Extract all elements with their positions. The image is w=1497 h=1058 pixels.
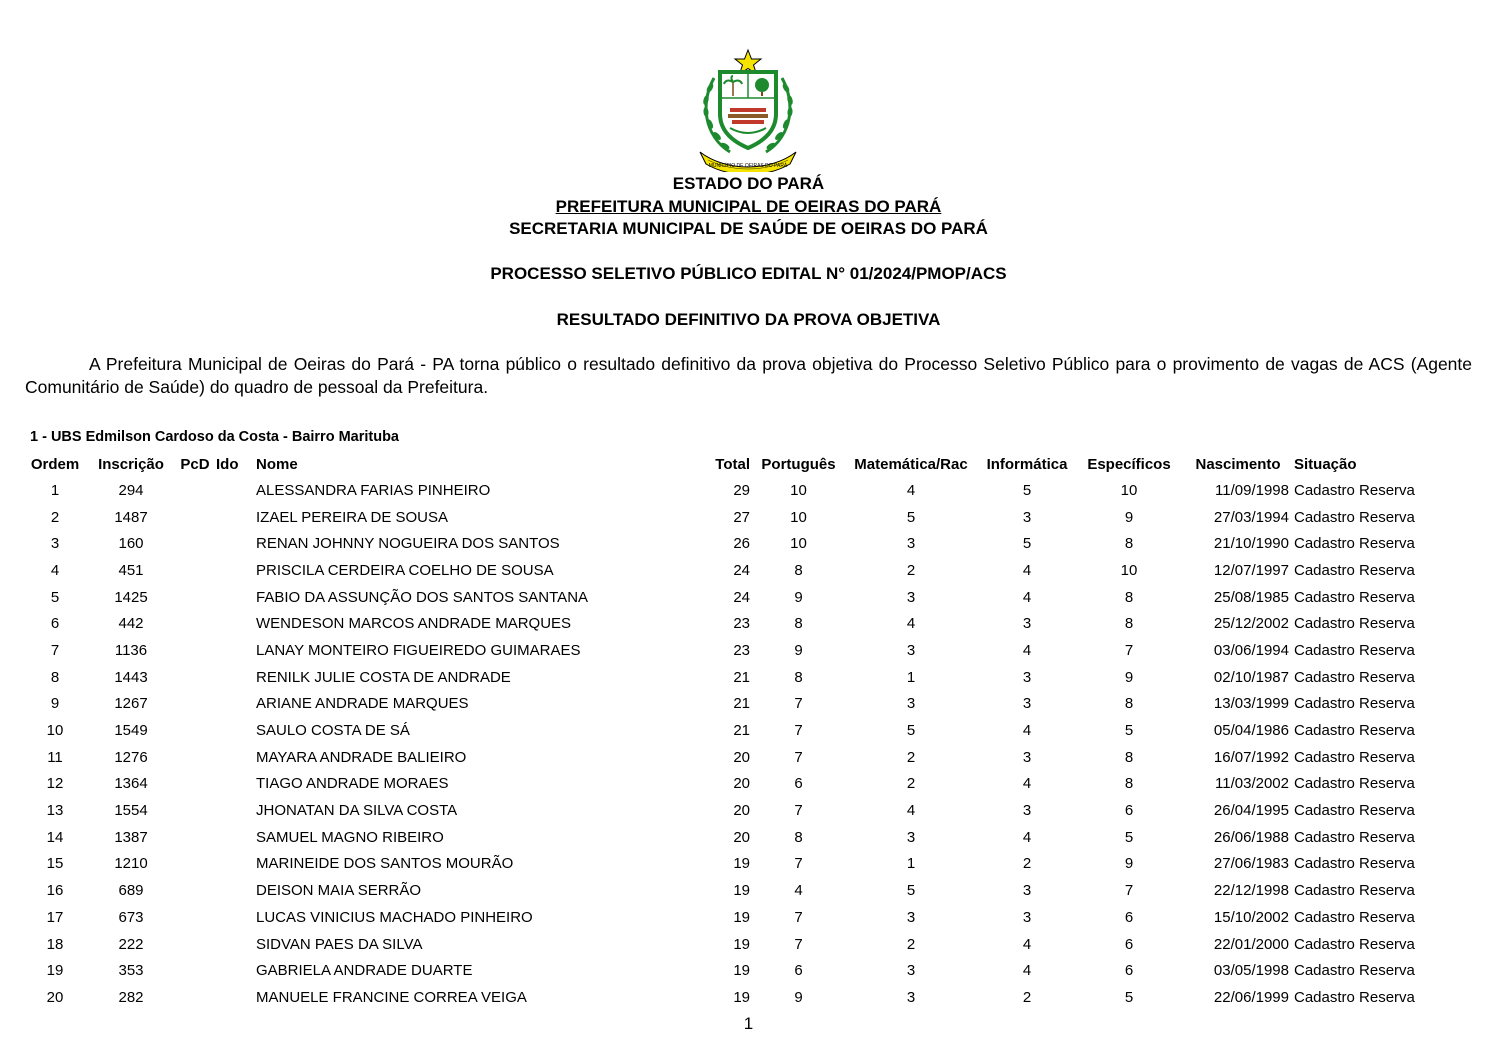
- cell-inscricao: 1487: [114, 508, 148, 526]
- cell-ordem: 2: [50, 508, 60, 526]
- cell-ordem: 16: [46, 882, 64, 900]
- cell-especificos: 8: [1124, 748, 1134, 766]
- cell-ordem: 4: [50, 561, 60, 579]
- cell-pcd: [174, 637, 216, 664]
- cell-total: 24: [733, 588, 750, 606]
- cell-portugues: 7: [794, 935, 803, 953]
- cell-matematica: 5: [906, 508, 916, 526]
- cell-total: 19: [733, 935, 750, 953]
- cell-inscricao: 294: [118, 481, 144, 499]
- cell-informatica: 3: [1022, 695, 1032, 713]
- cell-matematica: 3: [906, 962, 916, 980]
- table-row: [22, 851, 1459, 878]
- page-number: 1: [743, 1014, 754, 1033]
- cell-situacao: Cadastro Reserva: [1294, 481, 1415, 499]
- results-table-body: [22, 477, 1459, 1011]
- cell-nome: SIDVAN PAES DA SILVA: [256, 935, 423, 953]
- cell-nascimento: 02/10/1987: [1213, 668, 1289, 686]
- cell-ordem: 1: [50, 481, 60, 499]
- cell-pcd: [174, 957, 216, 984]
- cell-especificos: 10: [1120, 561, 1138, 579]
- cell-ordem: 6: [50, 615, 60, 633]
- cell-portugues: 7: [794, 855, 803, 873]
- cell-informatica: 3: [1022, 615, 1032, 633]
- cell-ordem: 19: [46, 962, 64, 980]
- cell-total: 21: [733, 695, 750, 713]
- cell-matematica: 2: [906, 748, 916, 766]
- cell-inscricao: 1364: [114, 775, 148, 793]
- cell-informatica: 4: [1022, 775, 1032, 793]
- table-row: [22, 691, 1459, 718]
- cell-total: 19: [733, 962, 750, 980]
- table-row: [22, 984, 1459, 1011]
- cell-ido: [216, 824, 256, 851]
- table-row: [22, 824, 1459, 851]
- cell-ordem: 14: [46, 828, 64, 846]
- cell-situacao: Cadastro Reserva: [1294, 748, 1415, 766]
- cell-portugues: 6: [794, 962, 803, 980]
- table-row: [22, 904, 1459, 931]
- cell-especificos: 7: [1124, 882, 1134, 900]
- cell-pcd: [174, 504, 216, 531]
- cell-ordem: 3: [50, 535, 60, 553]
- cell-inscricao: 1276: [114, 748, 148, 766]
- cell-nascimento: 26/06/1988: [1213, 828, 1289, 846]
- cell-total: 19: [733, 908, 750, 926]
- cell-pcd: [174, 584, 216, 611]
- table-row: [22, 477, 1459, 504]
- cell-matematica: 3: [906, 641, 916, 659]
- cell-situacao: Cadastro Reserva: [1294, 988, 1415, 1006]
- cell-total: 20: [733, 748, 750, 766]
- table-row: [22, 530, 1459, 557]
- cell-nome: IZAEL PEREIRA DE SOUSA: [256, 508, 449, 526]
- cell-ordem: 12: [46, 775, 64, 793]
- cell-pcd: [174, 530, 216, 557]
- cell-nascimento: 12/07/1997: [1213, 561, 1289, 579]
- cell-informatica: 4: [1022, 935, 1032, 953]
- column-header-ido: Ido: [216, 455, 239, 473]
- cell-inscricao: 673: [118, 908, 144, 926]
- cell-situacao: Cadastro Reserva: [1294, 775, 1415, 793]
- cell-nascimento: 26/04/1995: [1213, 802, 1289, 820]
- cell-ido: [216, 797, 256, 824]
- cell-matematica: 3: [906, 828, 916, 846]
- cell-informatica: 4: [1022, 588, 1032, 606]
- cell-ido: [216, 771, 256, 798]
- cell-nascimento: 05/04/1986: [1213, 722, 1289, 740]
- cell-informatica: 3: [1022, 668, 1032, 686]
- table-row: [22, 771, 1459, 798]
- table-row: [22, 664, 1459, 691]
- cell-ordem: 5: [50, 588, 60, 606]
- cell-nome: ALESSANDRA FARIAS PINHEIRO: [256, 481, 491, 499]
- cell-especificos: 8: [1124, 695, 1134, 713]
- column-header-inscricao: Inscrição: [98, 455, 164, 473]
- cell-pcd: [174, 610, 216, 637]
- cell-nome: JHONATAN DA SILVA COSTA: [256, 802, 458, 820]
- cell-total: 20: [733, 802, 750, 820]
- cell-nome: MANUELE FRANCINE CORREA VEIGA: [256, 988, 527, 1006]
- cell-portugues: 10: [790, 535, 807, 553]
- column-header-nascimento: Nascimento: [1195, 455, 1281, 473]
- cell-portugues: 7: [794, 802, 803, 820]
- cell-inscricao: 1267: [114, 695, 148, 713]
- cell-nascimento: 03/06/1994: [1213, 641, 1289, 659]
- cell-total: 24: [733, 561, 750, 579]
- cell-ido: [216, 984, 256, 1011]
- cell-pcd: [174, 717, 216, 744]
- cell-ido: [216, 931, 256, 958]
- cell-ordem: 9: [50, 695, 60, 713]
- cell-ido: [216, 877, 256, 904]
- cell-informatica: 4: [1022, 722, 1032, 740]
- cell-ordem: 13: [46, 802, 64, 820]
- cell-informatica: 4: [1022, 641, 1032, 659]
- section-title: 1 - UBS Edmilson Cardoso da Costa - Bairro Marituba: [30, 429, 399, 445]
- cell-ordem: 8: [50, 668, 60, 686]
- cell-ido: [216, 584, 256, 611]
- cell-nome: PRISCILA CERDEIRA COELHO DE SOUSA: [256, 561, 554, 579]
- cell-portugues: 8: [794, 828, 803, 846]
- cell-especificos: 5: [1124, 828, 1134, 846]
- cell-nascimento: 21/10/1990: [1213, 535, 1289, 553]
- cell-inscricao: 1136: [114, 641, 148, 659]
- cell-matematica: 3: [906, 535, 916, 553]
- cell-portugues: 8: [794, 615, 803, 633]
- cell-situacao: Cadastro Reserva: [1294, 668, 1415, 686]
- cell-nome: RENAN JOHNNY NOGUEIRA DOS SANTOS: [256, 535, 560, 553]
- cell-informatica: 4: [1022, 561, 1032, 579]
- cell-nome: RENILK JULIE COSTA DE ANDRADE: [256, 668, 511, 686]
- cell-matematica: 2: [906, 561, 916, 579]
- cell-informatica: 4: [1022, 828, 1032, 846]
- cell-ordem: 17: [46, 908, 64, 926]
- cell-pcd: [174, 744, 216, 771]
- cell-inscricao: 222: [118, 935, 144, 953]
- column-header-nome: Nome: [256, 455, 298, 473]
- cell-nascimento: 03/05/1998: [1213, 962, 1289, 980]
- cell-informatica: 4: [1022, 962, 1032, 980]
- cell-especificos: 5: [1124, 722, 1134, 740]
- cell-situacao: Cadastro Reserva: [1294, 695, 1415, 713]
- cell-especificos: 9: [1124, 668, 1134, 686]
- cell-ido: [216, 664, 256, 691]
- table-row: [22, 717, 1459, 744]
- cell-portugues: 7: [794, 695, 803, 713]
- cell-pcd: [174, 851, 216, 878]
- cell-pcd: [174, 904, 216, 931]
- cell-ido: [216, 610, 256, 637]
- cell-informatica: 5: [1022, 481, 1032, 499]
- cell-especificos: 8: [1124, 588, 1134, 606]
- column-header-especificos: Específicos: [1087, 455, 1171, 473]
- cell-inscricao: 1443: [114, 668, 148, 686]
- cell-total: 23: [733, 641, 750, 659]
- table-row: [22, 610, 1459, 637]
- cell-pcd: [174, 691, 216, 718]
- cell-total: 19: [733, 882, 750, 900]
- cell-informatica: 3: [1022, 882, 1032, 900]
- cell-total: 21: [733, 722, 750, 740]
- column-header-informatica: Informática: [986, 455, 1068, 473]
- cell-matematica: 4: [906, 615, 916, 633]
- table-row: [22, 797, 1459, 824]
- cell-nascimento: 13/03/1999: [1213, 695, 1289, 713]
- intro-paragraph: A Prefeitura Municipal de Oeiras do Pará - PA torna público o resultado definitivo da prova objetiva do Processo Seletivo Público para o provimento de vagas de ACS (Agente Comunitário de Saúde) do quadro de pessoal da Prefeitura.: [25, 354, 1472, 397]
- cell-portugues: 6: [794, 775, 803, 793]
- cell-pcd: [174, 771, 216, 798]
- cell-especificos: 6: [1124, 908, 1134, 926]
- cell-situacao: Cadastro Reserva: [1294, 935, 1415, 953]
- cell-ordem: 11: [47, 748, 63, 766]
- cell-portugues: 8: [794, 668, 803, 686]
- cell-informatica: 2: [1022, 855, 1032, 873]
- cell-nascimento: 22/06/1999: [1213, 988, 1289, 1006]
- cell-especificos: 6: [1124, 962, 1134, 980]
- cell-nascimento: 25/12/2002: [1213, 615, 1289, 633]
- cell-situacao: Cadastro Reserva: [1294, 508, 1415, 526]
- column-header-pcd: PcD: [180, 455, 210, 473]
- coat-of-arms-logo: [686, 48, 810, 172]
- cell-matematica: 4: [906, 481, 916, 499]
- cell-matematica: 5: [906, 882, 916, 900]
- cell-inscricao: 1387: [114, 828, 148, 846]
- cell-matematica: 5: [906, 722, 916, 740]
- cell-matematica: 2: [906, 775, 916, 793]
- cell-matematica: 4: [906, 802, 916, 820]
- column-header-portugues: Português: [761, 455, 836, 473]
- cell-ordem: 20: [46, 988, 64, 1006]
- table-header-row: [22, 451, 1459, 477]
- cell-total: 21: [733, 668, 750, 686]
- cell-ido: [216, 557, 256, 584]
- cell-ordem: 10: [46, 722, 64, 740]
- cell-ido: [216, 904, 256, 931]
- cell-ordem: 15: [46, 855, 64, 873]
- table-row: [22, 504, 1459, 531]
- cell-situacao: Cadastro Reserva: [1294, 641, 1415, 659]
- cell-situacao: Cadastro Reserva: [1294, 802, 1415, 820]
- result-title: RESULTADO DEFINITIVO DA PROVA OBJETIVA: [556, 310, 941, 329]
- cell-especificos: 8: [1124, 775, 1134, 793]
- cell-total: 19: [733, 988, 750, 1006]
- cell-situacao: Cadastro Reserva: [1294, 908, 1415, 926]
- cell-portugues: 10: [790, 481, 807, 499]
- results-table: [22, 451, 1459, 1011]
- cell-ido: [216, 957, 256, 984]
- cell-inscricao: 1554: [114, 802, 148, 820]
- column-header-matematica: Matemática/Rac: [854, 455, 968, 473]
- cell-nascimento: 22/01/2000: [1213, 935, 1289, 953]
- cell-nome: DEISON MAIA SERRÃO: [256, 882, 422, 900]
- cell-informatica: 3: [1022, 748, 1032, 766]
- cell-especificos: 8: [1124, 615, 1134, 633]
- cell-inscricao: 451: [118, 561, 144, 579]
- cell-inscricao: 442: [118, 615, 144, 633]
- cell-situacao: Cadastro Reserva: [1294, 828, 1415, 846]
- cell-inscricao: 1425: [114, 588, 148, 606]
- cell-informatica: 3: [1022, 802, 1032, 820]
- cell-nome: FABIO DA ASSUNÇÃO DOS SANTOS SANTANA: [256, 588, 589, 606]
- cell-matematica: 3: [906, 988, 916, 1006]
- table-row: [22, 931, 1459, 958]
- cell-ido: [216, 717, 256, 744]
- column-header-situacao: Situação: [1294, 455, 1357, 473]
- cell-matematica: 2: [906, 935, 916, 953]
- cell-matematica: 1: [906, 668, 916, 686]
- cell-total: 20: [733, 828, 750, 846]
- cell-inscricao: 282: [118, 988, 144, 1006]
- table-row: [22, 957, 1459, 984]
- cell-especificos: 7: [1124, 641, 1134, 659]
- cell-situacao: Cadastro Reserva: [1294, 588, 1415, 606]
- cell-ido: [216, 637, 256, 664]
- coat-of-arms-icon: [686, 48, 810, 172]
- table-row: [22, 637, 1459, 664]
- cell-informatica: 3: [1022, 508, 1032, 526]
- cell-matematica: 3: [906, 695, 916, 713]
- cell-portugues: 8: [794, 561, 803, 579]
- cell-total: 29: [733, 481, 750, 499]
- cell-pcd: [174, 877, 216, 904]
- cell-total: 20: [733, 775, 750, 793]
- cell-nome: LUCAS VINICIUS MACHADO PINHEIRO: [256, 908, 533, 926]
- cell-pcd: [174, 931, 216, 958]
- cell-matematica: 3: [906, 588, 916, 606]
- cell-ido: [216, 851, 256, 878]
- cell-inscricao: 1549: [114, 722, 148, 740]
- cell-especificos: 5: [1124, 988, 1134, 1006]
- cell-informatica: 3: [1022, 908, 1032, 926]
- cell-especificos: 6: [1124, 802, 1134, 820]
- cell-pcd: [174, 824, 216, 851]
- table-row: [22, 557, 1459, 584]
- cell-nascimento: 25/08/1985: [1213, 588, 1289, 606]
- cell-pcd: [174, 557, 216, 584]
- cell-matematica: 3: [906, 908, 916, 926]
- cell-especificos: 8: [1124, 535, 1134, 553]
- cell-inscricao: 1210: [114, 855, 148, 873]
- cell-total: 27: [733, 508, 750, 526]
- cell-inscricao: 353: [118, 962, 144, 980]
- cell-nascimento: 15/10/2002: [1213, 908, 1289, 926]
- cell-informatica: 5: [1022, 535, 1032, 553]
- cell-inscricao: 689: [118, 882, 144, 900]
- cell-portugues: 7: [794, 748, 803, 766]
- cell-ido: [216, 744, 256, 771]
- cell-total: 19: [733, 855, 750, 873]
- cell-nome: TIAGO ANDRADE MORAES: [256, 775, 449, 793]
- cell-nome: MAYARA ANDRADE BALIEIRO: [256, 748, 467, 766]
- cell-ido: [216, 477, 256, 504]
- svg-text:MUNICÍPIO DE OEIRAS DO PARÁ: MUNICÍPIO DE OEIRAS DO PARÁ: [708, 163, 788, 169]
- cell-situacao: Cadastro Reserva: [1294, 882, 1415, 900]
- table-row: [22, 744, 1459, 771]
- cell-nome: WENDESON MARCOS ANDRADE MARQUES: [256, 615, 572, 633]
- cell-ordem: 7: [50, 641, 60, 659]
- cell-nome: SAMUEL MAGNO RIBEIRO: [256, 828, 444, 846]
- process-heading: PROCESSO SELETIVO PÚBLICO EDITAL N° 01/2024/PMOP/ACS: [490, 264, 1007, 283]
- cell-informatica: 2: [1022, 988, 1032, 1006]
- cell-situacao: Cadastro Reserva: [1294, 962, 1415, 980]
- table-row: [22, 877, 1459, 904]
- cell-nome: LANAY MONTEIRO FIGUEIREDO GUIMARAES: [256, 641, 581, 659]
- cell-ido: [216, 691, 256, 718]
- cell-pcd: [174, 477, 216, 504]
- cell-situacao: Cadastro Reserva: [1294, 722, 1415, 740]
- cell-especificos: 9: [1124, 508, 1134, 526]
- cell-portugues: 7: [794, 722, 803, 740]
- cell-nascimento: 16/07/1992: [1213, 748, 1289, 766]
- column-header-ordem: Ordem: [30, 455, 80, 473]
- cell-portugues: 10: [790, 508, 807, 526]
- cell-inscricao: 160: [118, 535, 144, 553]
- cell-situacao: Cadastro Reserva: [1294, 561, 1415, 579]
- cell-total: 23: [733, 615, 750, 633]
- state-heading: ESTADO DO PARÁ: [672, 174, 825, 193]
- cell-matematica: 1: [906, 855, 916, 873]
- cell-portugues: 9: [794, 588, 803, 606]
- cell-portugues: 9: [794, 641, 803, 659]
- cell-especificos: 10: [1120, 481, 1138, 499]
- cell-situacao: Cadastro Reserva: [1294, 535, 1415, 553]
- cell-especificos: 6: [1124, 935, 1134, 953]
- cell-ordem: 18: [46, 935, 64, 953]
- cell-situacao: Cadastro Reserva: [1294, 855, 1415, 873]
- cell-situacao: Cadastro Reserva: [1294, 615, 1415, 633]
- cell-nome: GABRIELA ANDRADE DUARTE: [256, 962, 473, 980]
- cell-nome: MARINEIDE DOS SANTOS MOURÃO: [256, 855, 514, 873]
- cell-ido: [216, 504, 256, 531]
- cell-nome: ARIANE ANDRADE MARQUES: [256, 695, 469, 713]
- prefecture-heading: PREFEITURA MUNICIPAL DE OEIRAS DO PARÁ: [555, 197, 942, 216]
- cell-pcd: [174, 797, 216, 824]
- secretariat-heading: SECRETARIA MUNICIPAL DE SAÚDE DE OEIRAS DO PARÁ: [509, 219, 988, 238]
- cell-nome: SAULO COSTA DE SÁ: [256, 722, 410, 740]
- cell-nascimento: 11/03/2002: [1215, 775, 1289, 793]
- cell-nascimento: 22/12/1998: [1213, 882, 1289, 900]
- cell-nascimento: 11/09/1998: [1215, 481, 1289, 499]
- table-row: [22, 584, 1459, 611]
- cell-portugues: 7: [794, 908, 803, 926]
- cell-nascimento: 27/03/1994: [1213, 508, 1289, 526]
- cell-nascimento: 27/06/1983: [1213, 855, 1289, 873]
- cell-pcd: [174, 664, 216, 691]
- cell-pcd: [174, 984, 216, 1011]
- cell-ido: [216, 530, 256, 557]
- cell-portugues: 9: [794, 988, 803, 1006]
- cell-portugues: 4: [794, 882, 803, 900]
- cell-especificos: 9: [1124, 855, 1134, 873]
- cell-total: 26: [733, 535, 750, 553]
- column-header-total: Total: [715, 455, 750, 473]
